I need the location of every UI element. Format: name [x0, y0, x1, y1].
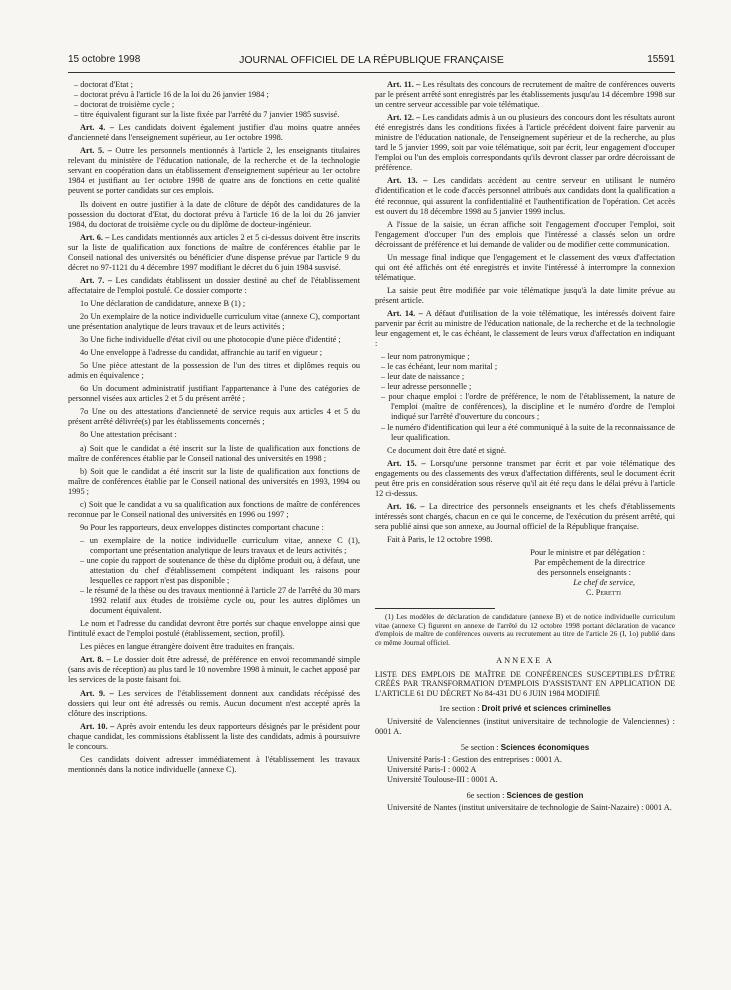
university-entry: Université Paris-I : 0002 A [387, 764, 477, 774]
article-label: Art. 5. – [80, 146, 112, 156]
list-item: – le cas échéant, leur nom marital ; [375, 362, 675, 372]
university-entry: Université de Nantes (institut universitaire de technologie de Saint-Nazaire) : 0001 A. [387, 802, 672, 812]
dossier-item: 8o Une attestation précisant : [80, 430, 177, 440]
dossier-item: 6o Un document administratif justifiant l'appartenance à l'une des catégories de personnel visées aux articles 2 et 5 du présent arrêté ; [68, 384, 360, 404]
dossier-item: 4o Une enveloppe à l'adresse du candidat, affranchie au tarif en vigueur ; [80, 348, 323, 358]
article-5: Art. 5. – Outre les personnels mentionnés à l'article 2, les enseignants titulaires relevant du ministère de l'éducation nationale, de la recherche et de la technologie servant en coopération dans un établissement d'enseignement supérieur au 1er octobre 1984 et justifiant au 1er octobre 1998 de quatre ans de fonctions en cette qualité peuvent se porter candidats sur ces emplois. [68, 146, 361, 196]
list-item: – doctorat prévu à l'article 16 de la loi du 26 janvier 1984 ; [68, 90, 360, 100]
article-4: Art. 4. – Les candidats doivent également justifier d'au moins quatre années d'ancienneté dans l'enseignement supérieur, au 1er octobre 1998. [68, 123, 361, 143]
article-11: Art. 11. – Les résultats des concours de recrutement de maître de conférences ouverts par le présent arrêté sont enregistrés par les établissements jusqu'au 14 décembre 1998 sur un centre serveur accessible par voie télématique. [375, 80, 675, 110]
paragraph: Ces candidats doivent adresser immédiatement à l'établissement les travaux mentionnés dans la notice individuelle (annexe C). [68, 754, 360, 774]
dossier-item: 3o Une fiche individuelle d'état civil ou une photocopie d'une pièce d'identité ; [80, 335, 341, 345]
article-label: Art. 12. – [387, 113, 421, 123]
article-label: Art. 9. – [80, 688, 114, 698]
diploma-list [68, 80, 360, 120]
section-heading: 1re section : Droit privé et sciences criminelles [438, 704, 612, 714]
signature-line: Par empêchement de la directrice [534, 558, 645, 568]
list-item: – pour chaque emploi : l'ordre de préférence, le nom de l'établissement, la nature de l'emploi (maître de conférences), la discipline et le numéro d'ordre de l'emploi indiqué sur l'arrêté d'ouverture du concours ; [375, 392, 675, 422]
list-item: – doctorat de troisième cycle ; [68, 100, 360, 110]
signature-line: Le chef de service, [573, 578, 635, 588]
right-column [375, 80, 675, 813]
list-item: – titre équivalent figurant sur la liste fixée par l'arrêté du 7 janvier 1985 susvisé. [68, 110, 360, 120]
article-label: Art. 7. – [80, 275, 112, 285]
article-label: Art. 16. – [387, 501, 425, 511]
signature-line: des personnels enseignants : [537, 568, 631, 578]
university-entry: Université Paris-I : Gestion des entreprises : 0001 A. [387, 754, 562, 764]
article-10: Art. 10. – Après avoir entendu les deux rapporteurs désignés par le président pour chaque candidat, les commissions établissent la liste des candidats, admis à poursuivre le concours. [68, 721, 360, 751]
paragraph: Les pièces en langue étrangère doivent être traduites en français. [80, 642, 295, 652]
article-label: Art. 8. – [80, 655, 111, 665]
article-label: Art. 15. – [387, 458, 426, 468]
dossier-item: 9o Pour les rapporteurs, deux enveloppes distinctes comportant chacune : [80, 522, 324, 532]
article-label: Art. 6. – [80, 232, 110, 242]
page-header [68, 55, 675, 69]
article-7: Art. 7. – Les candidats établissent un dossier destiné au chef de l'établissement affectataire de l'emploi postulé. Ce dossier comporte : [68, 275, 361, 295]
header-page-number: 15591 [647, 54, 675, 65]
section-heading: 5e section : Sciences économiques [460, 742, 590, 752]
dossier-item: 5o Une pièce attestant de la possession de l'un des titres et diplômes requis ou admis en équivalence ; [68, 361, 360, 381]
article-14: Art. 14. – A défaut d'utilisation de la voie télématique, les intéressés doivent faire parvenir par écrit au ministre de l'éducation nationale, de la recherche et de la technologie leur engagement et, le cas échéant, le classement de leurs vœux d'affectation en indiquant : [375, 308, 676, 349]
footnote: (1) Les modèles de déclaration de candidature (annexe B) et de notice individuelle curriculum vitae (annexe C) figurent en annexe de l'arrêté du 12 octobre 1998 portant déclaration de vacance d'emplois de maître de conférences ouverts au recrutement au titre de l'article 26 (I, 1o) publié dans ce même Journal officiel. [375, 612, 675, 648]
paragraph: Le nom et l'adresse du candidat devront être portés sur chaque enveloppe ainsi que l'intitulé exact de l'emploi postulé (établissement, section, profil). [68, 619, 360, 639]
article-12: Art. 12. – Les candidats admis à un ou plusieurs des concours dont les résultats auront été enregistrés dans les conditions fixées à l'article précédent doivent faire parvenir au ministre de l'éducation nationale, de l'enseignement supérieur et de la recherche, au plus tard le 5 janvier 1999, soit par voie télématique, soit par écrit, leur engagement d'occuper l'emploi ou l'un des emplois correspondants qu'ils devront classer par ordre décroissant de préférence. [375, 113, 676, 173]
left-column [68, 80, 360, 778]
list-item: – leur adresse personnelle ; [375, 382, 675, 392]
dossier-item: b) Soit que le candidat a été inscrit sur la liste de qualification aux fonctions de maître de conférences établie par le Conseil national des universités en 1993, 1994 ou 1995 ; [68, 466, 360, 496]
article-label: Art. 10. – [80, 721, 115, 731]
annex-title: ANNEXE A [496, 655, 554, 665]
dossier-item: 7o Une ou des attestations d'ancienneté de service requis aux articles 4 et 5 du présent arrêté délivrée(s) par les établissements concernés ; [68, 407, 360, 427]
paragraph: Ce document doit être daté et signé. [387, 445, 507, 455]
list-item: – leur date de naissance ; [375, 372, 675, 382]
signature-block [375, 548, 675, 598]
info-list [375, 352, 675, 442]
university-entry: Université Toulouse-III : 0001 A. [387, 774, 498, 784]
rapporteur-list [68, 536, 360, 616]
fait-a-paris: Fait à Paris, le 12 octobre 1998. [387, 534, 493, 544]
article-label: Art. 4. – [80, 123, 114, 133]
article-label: Art. 13. – [387, 176, 428, 186]
article-13: Art. 13. – Les candidats accèdent au centre serveur en utilisant le numéro d'identification et le code d'accès personnel attribués aux candidats dont la qualification a été reconnue, qui assurent la confidentialité et l'authentification de l'opération. Cet accès est ouvert du 18 décembre 1998 au 5 janvier 1999 inclus. [375, 176, 675, 216]
article-5-paragraph: Ils doivent en outre justifier à la date de clôture de dépôt des candidatures de la possession du doctorat d'Etat, du doctorat prévu à l'article 16 de la loi du 26 janvier 1984, du doctorat de troisième cycle ou du diplôme de docteur-ingénieur. [68, 199, 360, 229]
list-item: – leur nom patronymique ; [375, 352, 675, 362]
header-date: 15 octobre 1998 [68, 54, 141, 65]
list-item: – une copie du rapport de soutenance de thèse du diplôme produit ou, à défaut, une attestation du chef d'établissement compétent indiquant les raisons pour lesquelles ce rapport n'est pas disponible ; [68, 556, 360, 586]
header-journal-title: JOURNAL OFFICIEL DE LA RÉPUBLIQUE FRANÇAISE [239, 54, 504, 66]
footnote-rule [375, 608, 495, 609]
signature-line: Pour le ministre et par délégation : [530, 548, 645, 558]
university-entry: Université de Valenciennes (institut universitaire de technologie de Valenciennes) : 0001 A. [375, 716, 675, 736]
paragraph: Un message final indique que l'engagement et le classement des vœux d'affectation qui ont été affichés ont été enregistrés et invite l'intéressé à interrompre la connexion télématique. [375, 252, 675, 282]
dossier-item: 1o Une déclaration de candidature, annexe B (1) ; [80, 298, 246, 308]
article-6: Art. 6. – Les candidats mentionnés aux articles 2 et 5 ci-dessus doivent être inscrits sur la liste de qualification aux fonctions de maître de conférences établie par le Conseil national des universités ou bénéficier d'une dispense prévue par l'article 9 du décret no 97-1121 du 4 décembre 1997 modifiant le décret du 6 juin 1984 susvisé. [68, 232, 360, 272]
header-rule [68, 72, 675, 73]
article-15: Art. 15. – Lorsqu'une personne transmet par écrit et par voie télématique des engagements ou des classements des vœux d'affectation différents, seul le document écrit peut être pris en considération sous réserve qu'il ait été reçu dans le délai prévu à l'article 12 ci-dessus. [375, 458, 676, 498]
article-label: Art. 11. – [387, 80, 421, 89]
list-item: – un exemplaire de la notice individuelle curriculum vitae, annexe C (1), comportant une présentation analytique de leurs travaux et de leurs activités ; [68, 536, 360, 556]
dossier-item: c) Soit que le candidat a vu sa qualification aux fonctions de maître de conférences reconnue par le Conseil national des universités en 1996 ou 1997 ; [68, 499, 360, 519]
list-item: – le résumé de la thèse ou des travaux mentionné à l'article 27 de l'arrêté du 30 mars 1992 relatif aux études de troisième cycle ou, pour les autres diplômes un document équivalent. [68, 586, 360, 616]
paragraph: A l'issue de la saisie, un écran affiche soit l'engagement d'occuper l'emploi, soit l'engagement d'occuper l'un des emplois que l'intéressé a classés selon un ordre décroissant de préférence et lui demande de valider ou de modifier cette communication. [375, 219, 675, 249]
section-heading: 6e section : Sciences de gestion [466, 790, 584, 800]
paragraph: La saisie peut être modifiée par voie télématique jusqu'à la date limite prévue au présent article. [375, 285, 675, 305]
list-item: – le numéro d'identification qui leur a été communiqué à la suite de la reconnaissance de leur qualification. [375, 423, 675, 443]
list-item: – doctorat d'Etat ; [68, 80, 360, 90]
dossier-item: 2o Un exemplaire de la notice individuelle curriculum vitae (annexe C), comportant une présentation analytique de leurs travaux et de leurs activités ; [68, 311, 360, 332]
article-8: Art. 8. – Le dossier doit être adressé, de préférence en envoi recommandé simple (sans avis de réception) au plus tard le 10 novembre 1998 à minuit, le cachet apposé par les services de la poste faisant foi. [68, 655, 361, 685]
dossier-item: a) Soit que le candidat a été inscrit sur la liste de qualification aux fonctions de maître de conférences établie par le Conseil national des universités en 1998 ; [68, 443, 360, 463]
annex-list-title: LISTE DES EMPLOIS DE MAÎTRE DE CONFÉRENCES SUSCEPTIBLES D'ÊTRE CRÉÉS PAR TRANSFORMATION D'EMPLOIS D'ASSISTANT EN APPLICATION DE L'ARTICLE 61 DU DÉCRET No 84-431 DU 6 JUIN 1984 MODIFIÉ [375, 669, 675, 698]
article-9: Art. 9. – Les services de l'établissement donnent aux candidats récépissé des dossiers qui leur ont été adressés ou remis. Aucun document n'est accepté après la clôture des inscriptions. [68, 688, 361, 718]
signatory-name: C. Peretti [586, 588, 621, 598]
article-16: Art. 16. – La directrice des personnels enseignants et les chefs d'établissements intéressés sont chargés, chacun en ce qui le concerne, de l'exécution du présent arrêté, qui sera publié ainsi que son annexe, au Journal officiel de la République française. [375, 501, 675, 531]
article-label: Art. 14. – [387, 308, 423, 318]
